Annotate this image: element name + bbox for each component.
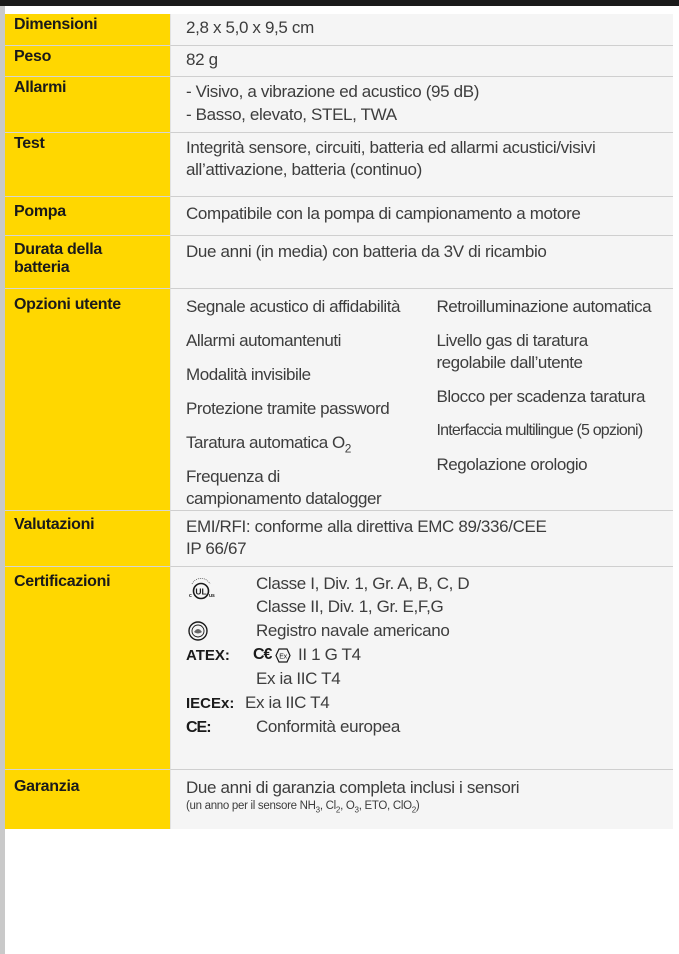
option-item: Modalità invisibile	[186, 364, 311, 384]
option-item	[186, 432, 432, 454]
note-part: , Cl	[319, 799, 336, 812]
options-right-column	[436, 296, 651, 476]
ce-text: Conformità europea	[256, 716, 400, 736]
note-part: , ETO, ClO	[358, 799, 412, 812]
test-line-2: all’attivazione, batteria (continuo)	[186, 159, 422, 179]
option-item: Interfaccia multilingue (5 opzioni)	[436, 421, 643, 439]
ul-classified-icon	[186, 575, 216, 601]
value-cell	[171, 45, 674, 76]
row-label-line-1: Durata della	[14, 240, 102, 258]
top-bar	[0, 0, 679, 6]
option-item: Allarmi automantenuti	[186, 330, 341, 350]
label-cell	[5, 566, 171, 769]
row-label: Peso	[14, 47, 52, 65]
row-opzioni-utente	[5, 288, 673, 510]
specifications-table	[5, 14, 673, 829]
certifications-block	[186, 567, 673, 763]
options-left-column	[186, 296, 432, 510]
note-sub: 3	[315, 804, 320, 814]
value-cell	[171, 288, 674, 510]
test-line-1: Integrità sensore, circuiti, batteria ed allarmi acustici/visivi	[186, 137, 596, 157]
row-label: Test	[14, 134, 45, 152]
note-sub: 3	[354, 804, 359, 814]
option-item: Retroilluminazione automatica	[436, 296, 652, 316]
alarm-line-1: - Visivo, a vibrazione ed acustico (95 dB)	[186, 81, 480, 101]
row-label: Opzioni utente	[14, 295, 121, 313]
row-value: Due anni (in media) con batteria da 3V di ricambio	[186, 241, 547, 261]
note-part: (un anno per il sensore NH	[186, 799, 316, 812]
value-cell	[171, 510, 674, 566]
row-label: Certificazioni	[14, 572, 111, 590]
row-value: 2,8 x 5,0 x 9,5 cm	[186, 18, 314, 37]
option-item: Blocco per scadenza taratura	[436, 386, 645, 406]
row-label	[5, 236, 170, 277]
ex-hexagon-icon	[275, 648, 291, 663]
abs-text: Registro navale americano	[256, 620, 450, 640]
svg-text:c: c	[189, 592, 192, 599]
row-allarmi	[5, 76, 673, 132]
option-item: Regolazione orologio	[436, 454, 588, 474]
value-cell	[171, 196, 674, 235]
row-test	[5, 132, 673, 196]
option-item: Livello gas di taratura	[436, 330, 588, 350]
note-sub: 2	[411, 804, 416, 814]
note-sub: 2	[335, 804, 341, 814]
value-cell	[171, 235, 674, 288]
row-label-line-2: batteria	[14, 258, 70, 276]
svg-text:UL: UL	[195, 586, 207, 596]
option-item: regolabile dall’utente	[436, 352, 583, 372]
label-cell	[5, 769, 171, 829]
alarm-line-2: - Basso, elevato, STEL, TWA	[186, 104, 397, 124]
svg-text:us: us	[209, 592, 215, 599]
label-cell	[5, 196, 171, 235]
row-label: Dimensioni	[14, 16, 98, 33]
label-cell	[5, 510, 171, 566]
warranty-main: Due anni di garanzia completa inclusi i sensori	[186, 777, 520, 797]
rating-line-2: IP 66/67	[186, 538, 247, 558]
row-dimensioni	[5, 14, 673, 45]
row-label: Allarmi	[14, 78, 67, 96]
note-part: , O	[340, 799, 355, 812]
atex-label: ATEX:	[186, 646, 230, 664]
option-text: Taratura automatica O	[186, 432, 345, 452]
label-cell	[5, 76, 171, 132]
ce-mark-icon: C€	[253, 645, 272, 663]
row-durata-batteria	[5, 235, 673, 288]
row-label: Pompa	[14, 202, 66, 220]
ce-label: CE:	[186, 718, 211, 736]
value-cell	[171, 769, 674, 829]
iecex-line: Ex ia IIC T4	[245, 692, 330, 712]
option-item: campionamento datalogger	[186, 488, 382, 508]
warranty-note	[186, 798, 663, 814]
atex-line-2: Ex ia IIC T4	[256, 668, 341, 688]
iecex-label: IECEx:	[186, 694, 235, 712]
value-cell	[171, 566, 674, 769]
option-item: Segnale acustico di affidabilità	[186, 296, 400, 316]
row-peso	[5, 45, 673, 76]
svg-text:Ex: Ex	[279, 653, 287, 660]
label-cell	[5, 235, 171, 288]
note-part: )	[415, 799, 420, 812]
label-cell	[5, 132, 171, 196]
ul-class-2: Classe II, Div. 1, Gr. E,F,G	[256, 596, 444, 616]
option-item: Frequenza di	[186, 466, 280, 486]
option-item: Protezione tramite password	[186, 398, 390, 418]
row-value: 82 g	[186, 49, 218, 69]
row-value: Compatibile con la pompa di campionamento a motore	[186, 203, 581, 223]
value-cell	[171, 76, 674, 132]
value-cell	[171, 132, 674, 196]
subscript-2: 2	[344, 440, 351, 455]
row-certificazioni	[5, 566, 673, 769]
value-cell	[171, 14, 674, 45]
row-garanzia	[5, 769, 673, 829]
abs-seal-icon	[188, 621, 208, 641]
row-label: Garanzia	[14, 777, 80, 795]
label-cell	[5, 45, 171, 76]
row-pompa	[5, 196, 673, 235]
rating-line-1: EMI/RFI: conforme alla direttiva EMC 89/336/CEE	[186, 516, 547, 536]
label-cell	[5, 288, 171, 510]
atex-line-1: II 1 G T4	[298, 644, 361, 664]
label-cell	[5, 14, 171, 45]
row-valutazioni	[5, 510, 673, 566]
ul-class-1: Classe I, Div. 1, Gr. A, B, C, D	[256, 573, 470, 593]
row-label: Valutazioni	[14, 515, 95, 533]
